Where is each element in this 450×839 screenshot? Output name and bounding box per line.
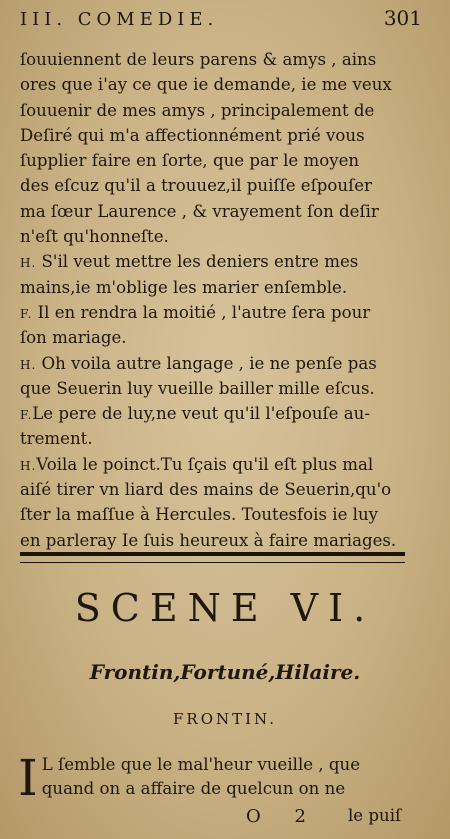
text-line <box>20 73 415 98</box>
drop-cap: I <box>18 749 38 807</box>
text-line <box>20 276 415 301</box>
opening-paragraph <box>18 749 418 807</box>
line-text: ſouuiennent de leurs parens & amys , ains <box>20 50 377 69</box>
line-text: S'il veut mettre les deniers entre mes <box>36 252 359 272</box>
scene-title: SCENE VI. <box>74 586 376 630</box>
page-number: 301 <box>383 6 422 30</box>
text-line: quand on a affaire de quelcun on ne <box>41 779 346 798</box>
speaker-label: H. <box>20 256 37 271</box>
text-line <box>20 225 415 250</box>
character-list: Frontin,Fortuné,Hilaire. <box>89 660 361 684</box>
text-line <box>20 48 415 73</box>
text-line <box>20 250 415 275</box>
line-text: des eſcuz qu'il a trouuez,il puiſſe eſpouſer <box>20 176 372 196</box>
line-text: mains,ie m'oblige les marier enſemble. <box>20 277 348 297</box>
speaker-label: F. <box>20 306 33 321</box>
text-line <box>20 326 415 351</box>
text-line <box>20 377 415 402</box>
line-text: n'eſt qu'honneſte. <box>20 227 169 247</box>
line-text: trement. <box>20 429 93 449</box>
text-line <box>20 200 415 225</box>
text-line <box>20 174 415 199</box>
line-text: Oh voila autre langage , ie ne penſe pas <box>36 353 377 373</box>
line-text: en parleray Ie ſuis heureux à faire mariages. <box>20 530 397 550</box>
text-line <box>20 478 415 503</box>
text-line <box>20 124 415 149</box>
catchword: le puiſ <box>348 806 402 825</box>
dialogue-text <box>20 48 415 554</box>
line-text: Voila le poinct.Tu ſçais qu'il eſt plus mal <box>36 454 374 474</box>
text-line <box>20 402 415 427</box>
speaker-label: H. <box>20 357 37 372</box>
line-text: ſouuenir de mes amys , principalement de <box>20 100 375 120</box>
page-header <box>20 6 422 46</box>
text-line <box>20 301 415 326</box>
text-line <box>20 453 415 478</box>
text-line <box>20 503 415 528</box>
speaker-label: H. <box>20 458 37 473</box>
text-line: L ſemble que le mal'heur vueille , que <box>41 755 361 774</box>
decorative-rule <box>20 552 405 563</box>
text-line <box>20 529 415 554</box>
text-line <box>20 352 415 377</box>
line-text: ſupplier faire en ſorte, que par le moyen <box>20 151 360 171</box>
speaker-label: F. <box>20 408 33 423</box>
line-text: ma ſœur Laurence , & vrayement ſon deſir <box>20 201 379 221</box>
line-text: ſter la maſſue à Hercules. Toutesfois ie luy <box>20 505 379 525</box>
line-text: ores que i'ay ce que ie demande, ie me veux <box>20 75 392 95</box>
line-text: Deſiré qui m'a affectionnément prié vous <box>20 125 365 145</box>
line-text: Le pere de luy,ne veut qu'il l'eſpouſe au- <box>32 404 370 424</box>
signature-mark: O 2 <box>246 806 320 827</box>
text-line <box>20 99 415 124</box>
text-line <box>20 149 415 174</box>
speaker-heading: FRONTIN. <box>173 710 277 728</box>
line-text: Il en rendra la moitié , l'autre ſera pour <box>32 302 371 322</box>
line-text: que Seuerin luy vueille bailler mille eſcus. <box>20 378 375 398</box>
running-head: III. COMEDIE. <box>20 9 219 30</box>
line-text: ſon mariage. <box>20 328 127 348</box>
text-line <box>20 427 415 452</box>
line-text: aiſé tirer vn liard des mains de Seuerin,qu'o <box>20 480 392 500</box>
